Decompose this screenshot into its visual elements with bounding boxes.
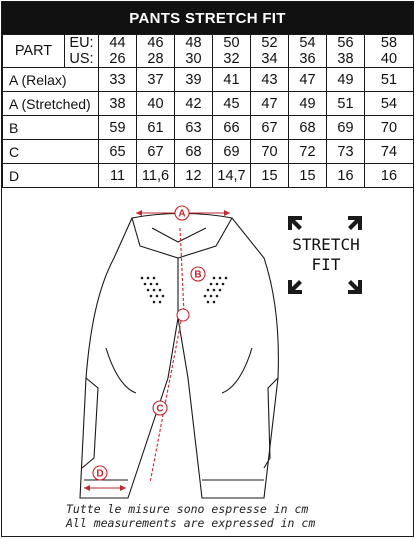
footnote-italian: Tutte le misure sono espresse in cm xyxy=(66,502,309,516)
table-cell: 33 xyxy=(99,68,137,92)
table-cell: 14,7 xyxy=(213,164,251,188)
measure-c-line xyxy=(150,316,182,483)
table-cell: 61 xyxy=(137,116,175,140)
table-cell: 12 xyxy=(175,164,213,188)
table-cell: 65 xyxy=(99,140,137,164)
size-col-8 xyxy=(365,35,414,68)
us-size: 36 xyxy=(299,51,316,67)
table-cell: 47 xyxy=(289,68,327,92)
vent-dots-right xyxy=(204,277,228,304)
table-cell: 59 xyxy=(99,116,137,140)
table-cell: 11,6 xyxy=(137,164,175,188)
table-cell: 43 xyxy=(251,68,289,92)
table-cell: 40 xyxy=(137,92,175,116)
chart-title: PANTS STRETCH FIT xyxy=(2,2,413,34)
us-label: US: xyxy=(69,51,94,67)
us-size: 26 xyxy=(109,51,126,67)
table-cell: 16 xyxy=(365,164,414,188)
table-cell: 42 xyxy=(175,92,213,116)
row-label: A (Relax) xyxy=(3,68,99,92)
vent-dots-left xyxy=(141,277,165,304)
stretch-label-line1: STRETCH xyxy=(292,235,360,254)
table-cell: 67 xyxy=(251,116,289,140)
table-cell: 39 xyxy=(175,68,213,92)
us-size: 30 xyxy=(185,51,202,67)
us-size: 34 xyxy=(261,51,278,67)
table-cell: 70 xyxy=(251,140,289,164)
table-cell: 69 xyxy=(213,140,251,164)
marker-b-label: B xyxy=(194,269,202,281)
size-col-6 xyxy=(289,35,327,68)
eu-size: 58 xyxy=(380,35,398,51)
marker-a-label: A xyxy=(178,208,186,220)
size-table xyxy=(2,34,414,188)
size-col-5 xyxy=(251,35,289,68)
footnote-english: All measurements are expressed in cm xyxy=(66,516,316,530)
eu-size: 50 xyxy=(223,35,240,51)
table-row xyxy=(3,164,414,188)
marker-d-label: D xyxy=(96,468,104,480)
eu-size: 44 xyxy=(109,35,126,51)
size-chart-sheet xyxy=(1,1,414,537)
us-size: 38 xyxy=(337,51,354,67)
eu-us-header xyxy=(65,35,99,68)
row-label: A (Stretched) xyxy=(3,92,99,116)
size-col-1 xyxy=(99,35,137,68)
table-cell: 67 xyxy=(137,140,175,164)
table-cell: 63 xyxy=(175,116,213,140)
table-cell: 37 xyxy=(137,68,175,92)
table-cell: 68 xyxy=(175,140,213,164)
measure-lines xyxy=(84,213,230,488)
us-size: 40 xyxy=(380,51,398,67)
size-col-2 xyxy=(137,35,175,68)
marker-c-label: C xyxy=(156,403,164,415)
eu-size: 46 xyxy=(147,35,164,51)
stretch-label-line2: FIT xyxy=(311,255,341,274)
table-cell: 69 xyxy=(327,116,365,140)
table-row xyxy=(3,68,414,92)
table-cell: 51 xyxy=(327,92,365,116)
us-size: 28 xyxy=(147,51,164,67)
size-col-3 xyxy=(175,35,213,68)
row-label: D xyxy=(3,164,99,188)
table-cell: 73 xyxy=(327,140,365,164)
table-cell: 49 xyxy=(289,92,327,116)
table-row xyxy=(3,92,414,116)
table-cell: 54 xyxy=(365,92,414,116)
header-row xyxy=(3,35,414,68)
us-size: 32 xyxy=(223,51,240,67)
table-cell: 49 xyxy=(327,68,365,92)
measure-b-line xyxy=(180,228,184,313)
marker-crotch xyxy=(177,309,189,321)
marker-d xyxy=(93,466,107,480)
table-cell: 41 xyxy=(213,68,251,92)
table-cell: 74 xyxy=(365,140,414,164)
eu-size: 48 xyxy=(185,35,202,51)
table-row xyxy=(3,116,414,140)
size-col-7 xyxy=(327,35,365,68)
table-cell: 16 xyxy=(327,164,365,188)
table-cell: 15 xyxy=(289,164,327,188)
eu-size: 54 xyxy=(299,35,316,51)
pants-diagram xyxy=(2,198,413,536)
size-col-4 xyxy=(213,35,251,68)
row-label: B xyxy=(3,116,99,140)
table-cell: 70 xyxy=(365,116,414,140)
marker-c xyxy=(153,401,167,415)
part-header: PART xyxy=(3,35,65,68)
table-cell: 68 xyxy=(289,116,327,140)
row-label: C xyxy=(3,140,99,164)
eu-size: 56 xyxy=(337,35,354,51)
table-cell: 38 xyxy=(99,92,137,116)
table-cell: 47 xyxy=(251,92,289,116)
table-cell: 45 xyxy=(213,92,251,116)
marker-a xyxy=(175,206,189,220)
table-cell: 11 xyxy=(99,164,137,188)
table-cell: 15 xyxy=(251,164,289,188)
pants-outline xyxy=(80,214,278,499)
eu-label: EU: xyxy=(69,35,94,51)
table-cell: 72 xyxy=(289,140,327,164)
table-cell: 51 xyxy=(365,68,414,92)
table-row xyxy=(3,140,414,164)
table-cell: 66 xyxy=(213,116,251,140)
marker-b xyxy=(191,267,205,281)
eu-size: 52 xyxy=(261,35,278,51)
